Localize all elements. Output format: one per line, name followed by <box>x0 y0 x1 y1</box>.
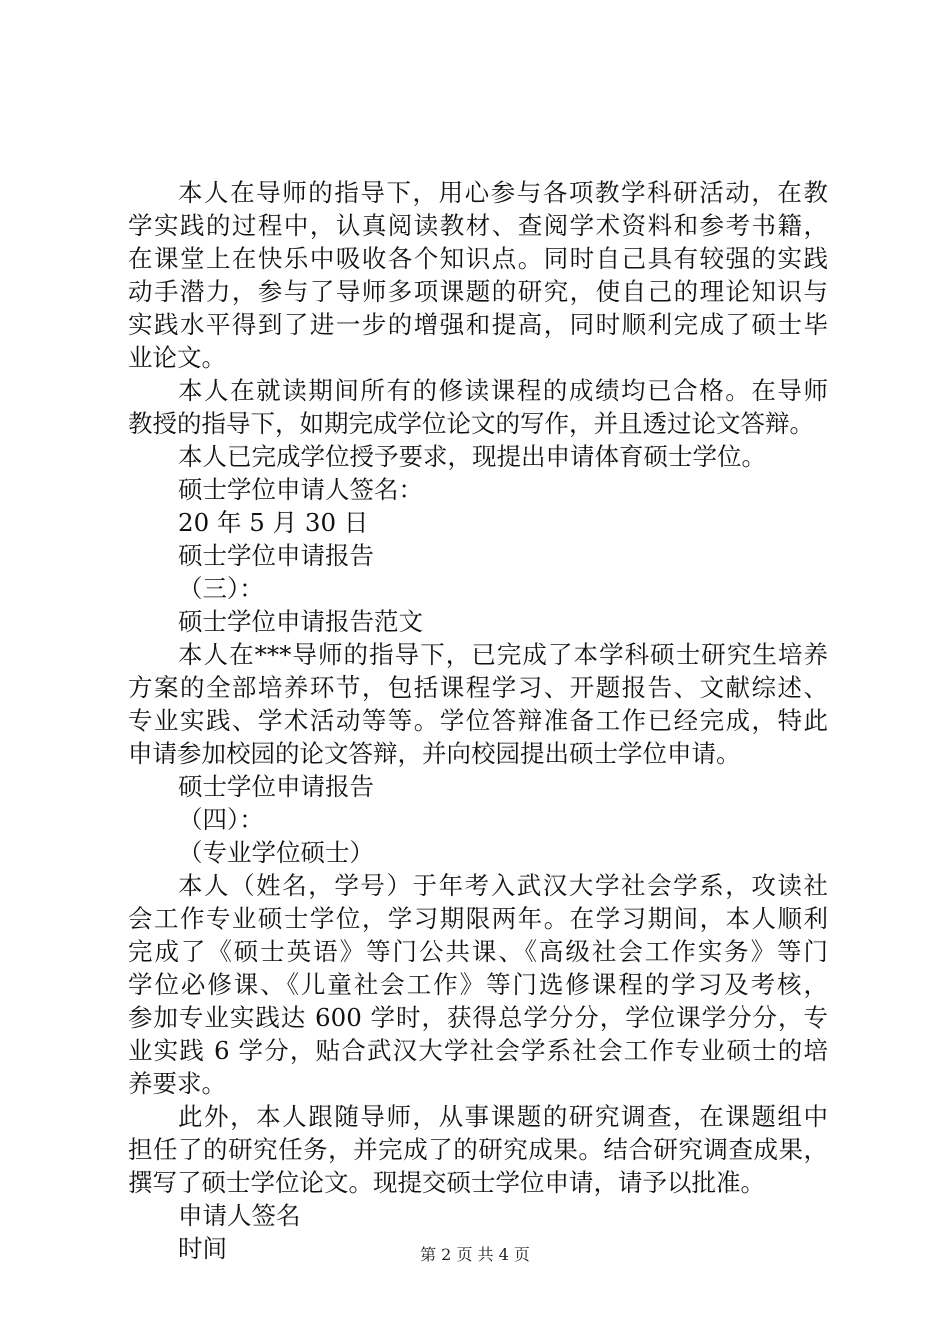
text-line: 撰写了硕士学位论文。现提交硕士学位申请，请予以批准。 <box>128 1168 765 1197</box>
paragraph <box>128 869 828 1100</box>
text-line: （专业学位硕士） <box>178 838 374 867</box>
text-line: 本人在就读期间所有的修读课程的成绩均已合格。在导师 <box>178 376 828 405</box>
text-line: 在课堂上在快乐中吸收各个知识点。同时自己具有较强的实践 <box>128 244 828 273</box>
text-line: 硕士学位申请报告范文 <box>178 607 423 636</box>
paragraph <box>128 605 828 638</box>
text-line: 硕士学位申请人签名： <box>178 475 423 504</box>
page-footer: 第 2 页 共 4 页 <box>420 1245 530 1264</box>
paragraph <box>128 638 828 770</box>
document-body <box>128 176 828 1265</box>
paragraph <box>128 473 828 506</box>
text-line: 申请参加校园的论文答辩，并向校园提出硕士学位申请。 <box>128 739 741 768</box>
text-line: 实践水平得到了进一步的增强和提高，同时顺利完成了硕士毕 <box>128 310 828 339</box>
paragraph <box>128 440 828 473</box>
paragraph <box>128 374 828 440</box>
text-line: 学位必修课、《儿童社会工作》等门选修课程的学习及考核， <box>128 970 828 999</box>
text-line: 担任了的研究任务，并完成了的研究成果。结合研究调查成果， <box>128 1135 828 1164</box>
text-line: （三）： <box>178 574 264 603</box>
text-line: 动手潜力，参与了导师多项课题的研究，使自己的理论知识与 <box>128 277 828 306</box>
text-line: 养要求。 <box>128 1069 226 1098</box>
paragraph <box>128 836 828 869</box>
text-line: 本人在导师的指导下，用心参与各项教学科研活动，在教 <box>178 178 828 207</box>
text-line: 本人（姓名，学号）于年考入武汉大学社会学系，攻读社 <box>178 871 828 900</box>
text-line: 本人已完成学位授予要求，现提出申请体育硕士学位。 <box>178 442 766 471</box>
text-line: 本人在***导师的指导下，已完成了本学科硕士研究生培养 <box>178 640 828 669</box>
paragraph <box>128 1199 828 1232</box>
text-line: 申请人签名 <box>178 1201 301 1230</box>
text-line: 时间 <box>178 1234 227 1263</box>
text-line: （四）： <box>178 805 264 834</box>
paragraph <box>128 539 828 572</box>
paragraph <box>128 803 828 836</box>
paragraph <box>128 572 828 605</box>
text-line: 专业实践、学术活动等等。学位答辩准备工作已经完成，特此 <box>128 706 828 735</box>
paragraph <box>128 1100 828 1199</box>
text-line: 此外，本人跟随导师，从事课题的研究调查，在课题组中 <box>178 1102 828 1131</box>
paragraph <box>128 770 828 803</box>
text-line: 硕士学位申请报告 <box>178 772 374 801</box>
paragraph <box>128 176 828 374</box>
text-line: 会工作专业硕士学位，学习期限两年。在学习期间，本人顺利 <box>128 904 828 933</box>
text-line: 业实践 6 学分，贴合武汉大学社会学系社会工作专业硕士的培 <box>128 1036 828 1065</box>
text-line: 硕士学位申请报告 <box>178 541 374 570</box>
text-line: 20 年 5 月 30 日 <box>178 508 369 537</box>
text-line: 参加专业实践达 600 学时，获得总学分分，学位课学分分，专 <box>128 1003 828 1032</box>
text-line: 完成了《硕士英语》等门公共课、《高级社会工作实务》等门 <box>128 937 828 966</box>
text-line: 方案的全部培养环节，包括课程学习、开题报告、文献综述、 <box>128 673 828 702</box>
text-line: 教授的指导下，如期完成学位论文的写作，并且透过论文答辩。 <box>128 409 814 438</box>
text-line: 学实践的过程中，认真阅读教材、查阅学术资料和参考书籍， <box>128 211 828 240</box>
text-line: 业论文。 <box>128 343 226 372</box>
paragraph <box>128 506 828 539</box>
